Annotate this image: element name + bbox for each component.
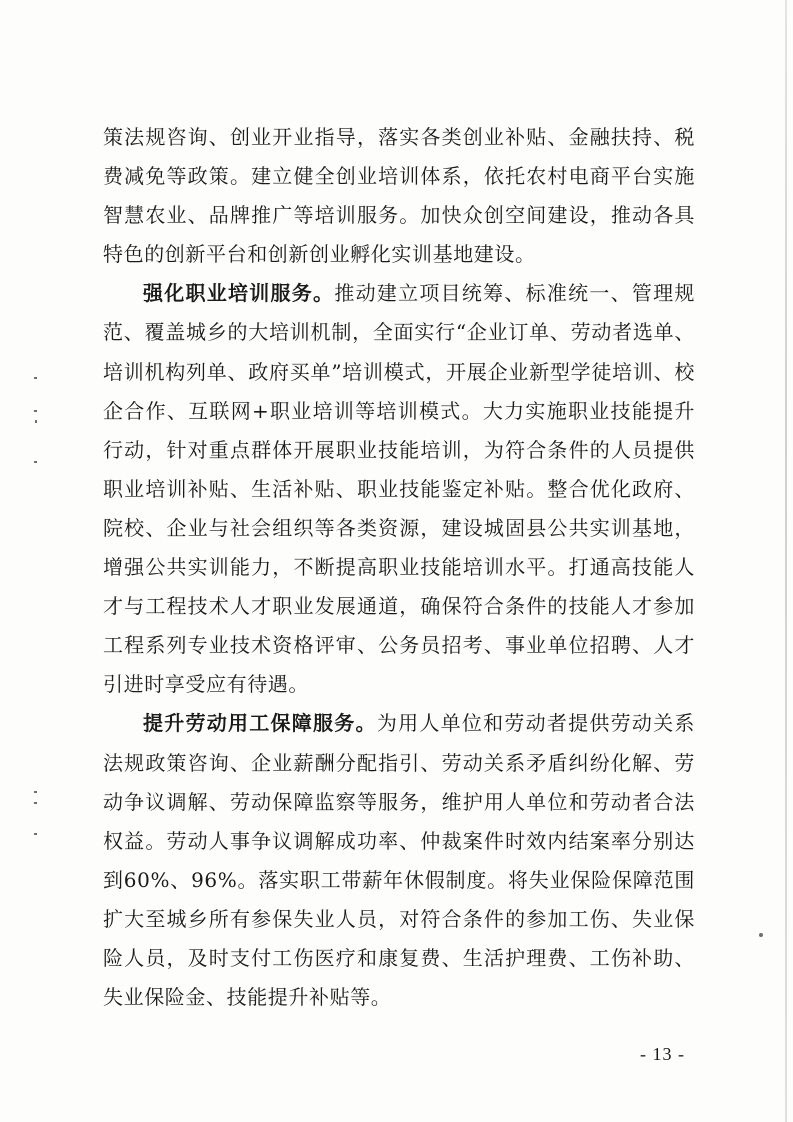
paragraph-2-heading: 强化职业培训服务。	[143, 281, 335, 306]
scan-mark	[759, 933, 763, 937]
paragraph-2	[103, 274, 695, 704]
paragraph-3-heading: 提升劳动用工保障服务。	[143, 711, 377, 736]
scan-mark	[35, 420, 37, 423]
page-number: - 13 -	[640, 1044, 685, 1064]
paragraph-3	[103, 704, 695, 1017]
page-edge-shadow	[785, 0, 787, 1122]
scan-mark	[34, 461, 37, 463]
paragraph-3-text: 为用人单位和劳动者提供劳动关系法规政策咨询、企业薪酬分配指引、劳动关系矛盾纠纷化解、劳动争议调解、劳动保障监察等服务，维护用人单位和劳动者合法权益。劳动人事争议调解成功率、仲裁案件时效内结案率分别达到60%、96%。落实职工带薪年休假制度。将失业保险保障范围扩大至城乡所有参保失业人员，对符合条件的参加工伤、失业保险人员，及时支付工伤医疗和康复费、生活护理费、工伤补助、失业保险金、技能提升补贴等。	[103, 711, 695, 1010]
paragraph-2-text: 推动建立项目统筹、标准统一、管理规范、覆盖城乡的大培训机制，全面实行“企业订单、劳动者选单、培训机构列单、政府买单”培训模式，开展企业新型学徒培训、校企合作、互联网+职业培训等培训模式。大力实施职业技能提升行动，针对重点群体开展职业技能培训，为符合条件的人员提供职业培训补贴、生活补贴、职业技能鉴定补贴。整合优化政府、院校、企业与社会组织等各类资源，建设城固县公共实训基地，增强公共实训能力，不断提高职业技能培训水平。打通高技能人才与工程技术人才职业发展通道，确保符合条件的技能人才参加工程系列专业技术资格评审、公务员招考、事业单位招聘、人才引进时享受应有待遇。	[103, 281, 696, 697]
scan-mark	[34, 410, 37, 412]
scan-mark	[34, 833, 37, 835]
body-text	[103, 118, 695, 1017]
paragraph-1	[103, 118, 695, 274]
scan-mark	[34, 377, 37, 379]
paragraph-1-text: 策法规咨询、创业开业指导，落实各类创业补贴、金融扶持、税费减免等政策。建立健全创业培训体系，依托农村电商平台实施智慧农业、品牌推广等培训服务。加快众创空间建设，推动各具特色的创新平台和创新创业孵化实训基地建设。	[103, 125, 695, 267]
scan-mark	[34, 802, 37, 804]
scan-mark	[34, 791, 37, 793]
